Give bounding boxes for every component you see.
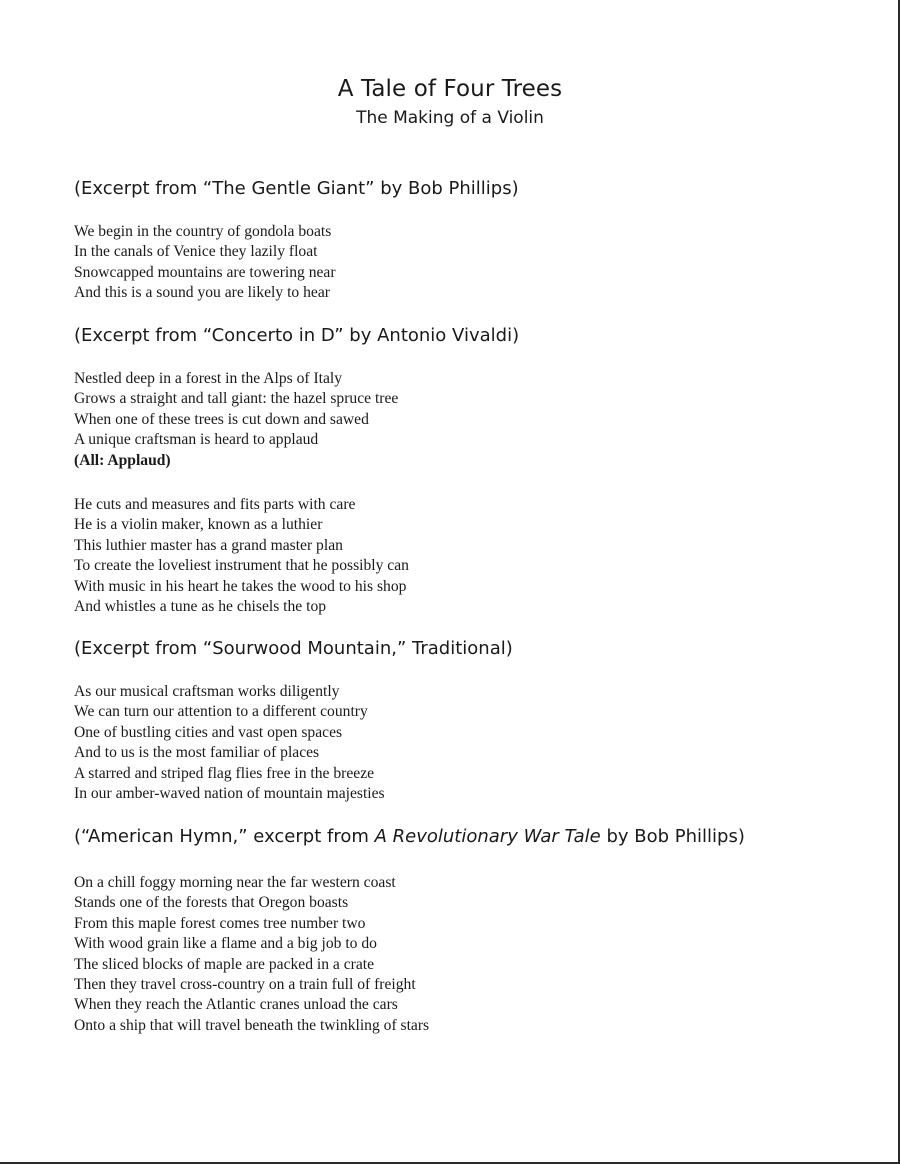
document-title: A Tale of Four Trees [337, 76, 563, 102]
section-heading: (Excerpt from “The Gentle Giant” by Bob Phillips) [74, 178, 519, 199]
verse-line: To create the loveliest instrument that he possibly can [74, 557, 409, 575]
section-heading [74, 826, 745, 847]
verse-line: In the canals of Venice they lazily float [74, 243, 318, 261]
stanza [74, 873, 429, 1036]
verse-line: Stands one of the forests that Oregon boasts [74, 894, 349, 912]
verse-line: One of bustling cities and vast open spaces [74, 723, 343, 741]
section-heading: (Excerpt from “Concerto in D” by Antonio Vivaldi) [74, 325, 520, 346]
stanza [74, 369, 398, 471]
stanza [74, 682, 385, 804]
verse-line: We begin in the country of gondola boats [74, 223, 332, 240]
verse-line: And this is a sound you are likely to hear [74, 284, 330, 302]
stanza [74, 222, 336, 304]
verse-line: Onto a ship that will travel beneath the twinkling of stars [74, 1016, 430, 1034]
stage-direction: (All: Applaud) [74, 451, 171, 469]
verse-line: Then they travel cross-country on a train full of freight [74, 976, 416, 994]
verse-line: As our musical craftsman works diligently [74, 683, 340, 700]
verse-line: He cuts and measures and fits parts with care [74, 496, 356, 513]
verse-line: Snowcapped mountains are towering near [74, 263, 336, 281]
verse-line: We can turn our attention to a different country [74, 703, 368, 721]
verse-line: From this maple forest comes tree number two [74, 914, 366, 932]
heading-text: (“American Hymn,” excerpt from [74, 826, 375, 847]
verse-line: On a chill foggy morning near the far western coast [74, 874, 396, 891]
verse-line: The sliced blocks of maple are packed in a crate [74, 955, 375, 973]
heading-text: by Bob Phillips) [600, 826, 745, 847]
verse-line: A starred and striped flag flies free in the breeze [74, 764, 375, 782]
stanza [74, 495, 409, 617]
verse-line: With wood grain like a flame and a big job to do [74, 935, 377, 953]
verse-line: Grows a straight and tall giant: the hazel spruce tree [74, 390, 399, 408]
verse-line: In our amber-waved nation of mountain majesties [74, 785, 385, 803]
verse-line: When they reach the Atlantic cranes unload the cars [74, 996, 398, 1014]
verse-line: When one of these trees is cut down and sawed [74, 410, 369, 428]
verse-line: He is a violin maker, known as a luthier [74, 516, 323, 534]
verse-line: And whistles a tune as he chisels the top [74, 598, 327, 616]
verse-line: And to us is the most familiar of places [74, 744, 320, 762]
verse-line: This luthier master has a grand master plan [74, 536, 343, 554]
verse-line: A unique craftsman is heard to applaud [74, 431, 319, 449]
document-subtitle: The Making of a Violin [356, 108, 544, 128]
section-heading: (Excerpt from “Sourwood Mountain,” Traditional) [74, 638, 513, 659]
verse-line: With music in his heart he takes the wood to his shop [74, 577, 407, 595]
heading-title-italic: A Revolutionary War Tale [374, 826, 601, 847]
verse-line: Nestled deep in a forest in the Alps of Italy [74, 370, 343, 387]
